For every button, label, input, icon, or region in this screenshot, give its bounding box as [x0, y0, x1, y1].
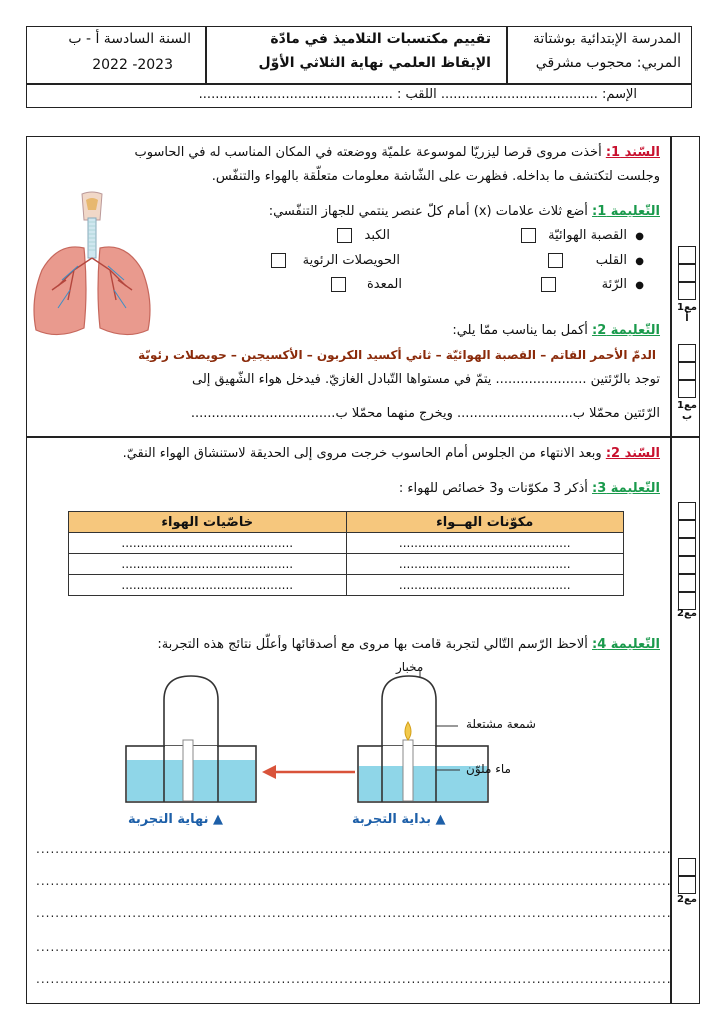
beaker-end: [126, 676, 256, 802]
instruction-3-label: التّعليمة 3:: [592, 481, 660, 496]
score-box[interactable]: [678, 282, 696, 300]
table-header-components: مكوّنات الهــواء: [346, 512, 624, 533]
teacher-name: المربي: محجوب مشرقي: [535, 55, 681, 71]
instruction-4-label: التّعليمة 4:: [592, 637, 660, 652]
instruction-2: [452, 323, 660, 338]
title-line-2: الإيقاظ العلمي نهاية الثلاثي الأوّل: [258, 55, 491, 71]
instruction-1-text: أضع ثلاث علامات (x) أمام كلّ عنصر ينتمي للجهاز التنفّسي:: [268, 204, 588, 219]
school-name: المدرسة الإبتدائية بوشتاتة: [532, 31, 681, 47]
score-box[interactable]: [678, 246, 696, 264]
instruction-3: [399, 481, 660, 496]
score-box[interactable]: [678, 858, 696, 876]
school-year: 2022 -2023: [92, 57, 173, 73]
sanad-2-text: وبعد الانتهاء من الجلوس أمام الحاسوب خرجت مروى إلى الحديقة لاستنشاق الهواء النقيّ.: [122, 446, 602, 461]
table-cell[interactable]: .............................................: [69, 554, 347, 575]
answer-line[interactable]: ....................................................................................................................................: [36, 906, 672, 920]
criteria-label-1b: مع1 ب: [677, 400, 697, 422]
score-box[interactable]: [678, 538, 696, 556]
checklist-item-stomach: المعدة: [331, 277, 402, 292]
table-cell[interactable]: .............................................: [69, 575, 347, 596]
checkbox-alveoli[interactable]: [271, 253, 286, 268]
beaker-start: [358, 670, 488, 802]
instruction-4: [157, 637, 660, 652]
word-bank: الدمّ الأحمر القاتم – القصبة الهوائيّة – ثاني أكسيد الكربون – الأكسيجين – حويصلات رئويّة: [138, 348, 656, 362]
instruction-2-label: التّعليمة 2:: [592, 323, 660, 338]
class-label: السنة السادسة أ - ب: [68, 31, 191, 47]
checkbox-stomach[interactable]: [331, 277, 346, 292]
name-line[interactable]: الإسم: ...................................... اللقب : ...............................................: [198, 87, 637, 102]
checklist-item-heart: ● القلب: [548, 253, 644, 268]
checklist-item-liver: الكبد: [337, 228, 390, 243]
score-box[interactable]: [678, 344, 696, 362]
checkbox-heart[interactable]: [548, 253, 563, 268]
fill-sentence-2[interactable]: الرّئتين محمّلا ب............................ ويخرج منهما محمّلا ب...................................: [190, 406, 660, 421]
sanad-1-line2: وجلست لتكتشف ما بداخله. فظهرت على الشّاشة معلومات متعلّقة بالهواء والتنفّس.: [211, 169, 660, 184]
class-year: [27, 27, 203, 83]
school-info: [505, 27, 691, 83]
table-cell[interactable]: .............................................: [346, 554, 624, 575]
sanad-2-label: السّند 2:: [605, 446, 660, 461]
label-water: ماء ملوّن: [466, 762, 511, 776]
sanad-1-text: أخذت مروى قرصا ليزريّا لموسوعة علميّة ووضعته في المكان المناسب له في الحاسوب: [134, 145, 602, 160]
instruction-2-text: أكمل بما يناسب ممّا يلي:: [452, 323, 588, 338]
table-cell[interactable]: .............................................: [346, 533, 624, 554]
table-cell[interactable]: .............................................: [69, 533, 347, 554]
answer-line[interactable]: ....................................................................................................................................: [36, 940, 672, 954]
score-box[interactable]: [678, 574, 696, 592]
checkbox-liver[interactable]: [337, 228, 352, 243]
checklist-item-trachea: ● القصبة الهوائيّة: [521, 228, 644, 243]
criteria-label-1a: مع1 أ: [677, 302, 697, 324]
score-box[interactable]: [678, 362, 696, 380]
air-table: [68, 511, 624, 596]
sanad-2: [123, 446, 660, 461]
table-row: [69, 554, 624, 575]
table-row: [69, 533, 624, 554]
table-cell[interactable]: .............................................: [346, 575, 624, 596]
checkbox-lung[interactable]: [541, 277, 556, 292]
caption-start: ▲ بداية التجربة: [352, 812, 446, 827]
label-candle: شمعة مشتعلة: [466, 717, 536, 731]
score-box[interactable]: [678, 556, 696, 574]
sanad-1-label: السّند 1:: [605, 145, 660, 160]
caption-end: ▲ نهاية التجربة: [128, 812, 224, 827]
fill-sentence-1[interactable]: توجد بالرّئتين ...................... يتمّ في مستواها التّبادل الغازيّ. فيدخل هواء الشّهيق إلى: [192, 372, 660, 387]
instruction-1: [269, 204, 660, 219]
answer-line[interactable]: ....................................................................................................................................: [36, 972, 672, 986]
sanad-1: [135, 145, 660, 160]
score-box[interactable]: [678, 876, 696, 894]
title-line-1: تقييم مكتسبات التلاميذ في مادّة: [270, 31, 491, 47]
label-jar: مخبار: [396, 660, 424, 674]
exam-title: [205, 27, 505, 83]
instruction-1-label: التّعليمة 1:: [592, 204, 660, 219]
checklist-item-lung: ● الرّئة: [541, 277, 644, 292]
header-box: [26, 26, 692, 108]
score-box[interactable]: [678, 502, 696, 520]
answer-line[interactable]: ....................................................................................................................................: [36, 842, 672, 856]
lungs-illustration: [28, 190, 156, 340]
table-row: [69, 575, 624, 596]
checkbox-trachea[interactable]: [521, 228, 536, 243]
score-box[interactable]: [678, 380, 696, 398]
checklist-item-alveoli: الحويصلات الرئوية: [271, 253, 400, 268]
criteria-label-3: مع2: [677, 894, 697, 905]
criteria-label-2: مع2: [677, 608, 697, 619]
instruction-4-text: ألاحظ الرّسم التّالي لتجربة قامت بها مروى مع أصدقائها وأعلّل نتائج هذه التجربة:: [157, 637, 588, 652]
table-header-properties: خاصّيات الهواء: [69, 512, 347, 533]
instruction-3-text: أذكر 3 مكوّنات و3 خصائص للهواء :: [398, 481, 588, 496]
score-box[interactable]: [678, 264, 696, 282]
score-box[interactable]: [678, 520, 696, 538]
answer-line[interactable]: ....................................................................................................................................: [36, 874, 672, 888]
arrow-left-icon: [262, 765, 355, 779]
